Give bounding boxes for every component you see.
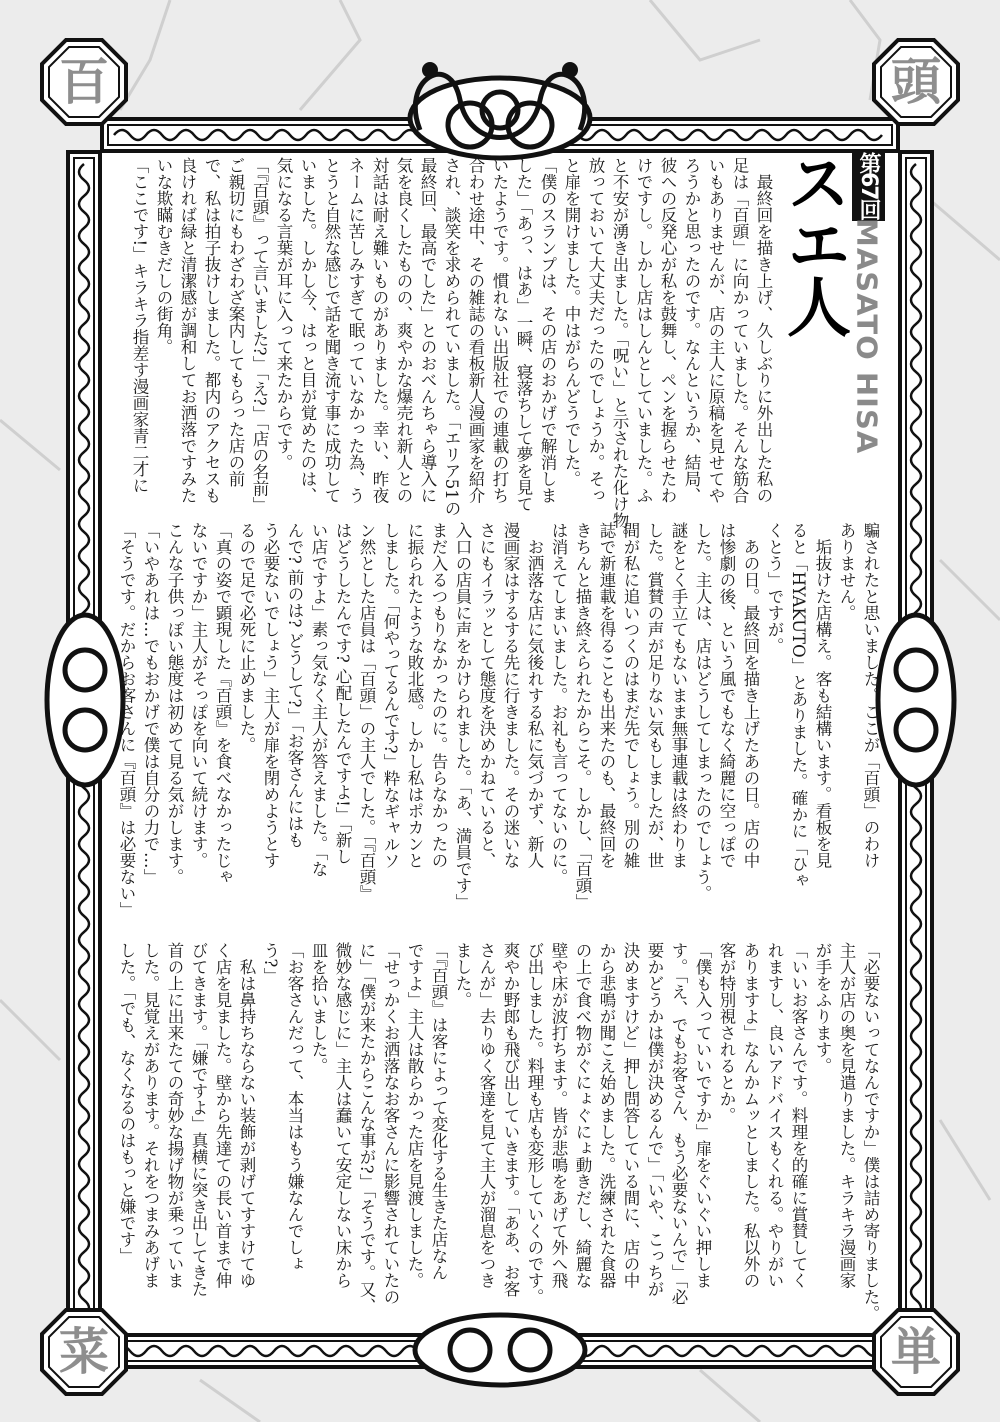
text-column: 誌で新連載を得ることも出来たのも、最終回を [597,522,616,869]
text-column: 放っておいて大丈夫だったのでしょうか。そっ [586,157,605,504]
text-column: と不安が湧き出ました。「呪い」と示された化け物。 [610,157,629,545]
text-column: ろうかと思ったのです。なんというか、結局、 [682,157,701,504]
text-column: した。主人は、店はどうしてしまったのでしょう。 [693,522,712,902]
text-block-middle [114,522,882,918]
text-column: ないですか」主人がそっぽを向いて続けます。 [189,522,208,869]
text-column: 首の上に出来たての奇妙な揚げ物が乗っていま [165,942,184,1289]
corner-top-left [40,38,128,126]
text-column: から悲鳴が聞こえ始めました。洗練された食器 [597,942,616,1289]
text-column: く店を見ました。壁から先達ての長い首まで伸 [213,942,232,1289]
text-column: 皿を拾いました。 [309,942,328,1074]
text-column: ネームに苦しみすぎて眠っていなかった為、う [346,157,365,504]
text-column: 主人が店の奥を見遣りました。キラキラ漫画家 [837,942,856,1289]
text-column: 「必要ないってなんですか」僕は詰め寄りました。 [861,942,880,1322]
author-name: MASATO HISA [850,218,884,455]
text-column: びてきます。「嫌ですよ」真横に突き出してきた [189,942,208,1297]
text-column: 壁や床が波打ちます。皆が悲鳴をあげて外へ飛 [549,942,568,1289]
text-column: まだ入るつもりなかったのに。告らなかったの [429,522,448,869]
corner-bottom-right [872,1308,960,1396]
text-column: ると「HYAKUTO」とありました。確かに「ひゃ [789,522,808,889]
text-column: に振られたような敗北感。しかし私はポカンと [405,522,424,869]
corner-label: 単 [891,1323,941,1381]
text-column: の上で食べ物がぐにょぐにょ動きだし、綺麗な [573,942,592,1289]
text-column: 間が私に追いつくのはまだ先でしょう。別の雑 [621,522,640,869]
text-column: した。賞賛の声が足りない気もしましたが、世 [645,522,664,869]
text-column: 「お客さんだって、本当はもう嫌なんでしょ [285,942,304,1272]
text-column: はどうしたんです? 心配したんですよ!」「新し [333,522,352,865]
column-title: スエ人 [776,150,850,336]
text-column: 「僕のスランプは、その店のおかげで解消しま [538,157,557,504]
text-column: いたようです。慣れない出版社での連載の打ち [490,157,509,504]
text-column: 足は「百頭」に向かっていました。そんな筋合 [730,157,749,504]
text-column: 対話は耐え難いものがありました。幸い、昨夜 [370,157,389,504]
text-block-bottom [114,942,882,1322]
text-column: いもありませんが、店の主人に原稿を見せてや [706,157,725,504]
text-column: けですし。しかし店はしんとしていました。ふ [634,157,653,504]
corner-top-right [872,38,960,126]
corner-label: 百 [59,53,109,111]
text-column: 「『百頭』は客によって変化する生きた店なん [429,942,448,1281]
text-column: 気になる言葉が耳に入って来たからです。 [274,157,293,471]
text-column: 入口の店員に声をかけられました。「あ、満員です」 [453,522,472,910]
text-column: う必要ないでしょう」主人が扉を閉めようとす [261,522,280,869]
text-column: ン然とした店員は「百頭」の主人でした。「『百頭』 [357,522,376,902]
text-column: さにもイラッとして態度を決めかねていると、 [477,522,496,869]
text-column: で、私は拍子抜けしました。都内のアクセスも [202,157,221,504]
text-column: いな欺瞞むきだしの街角。 [154,157,173,355]
text-column: 「『百頭』って言いました?」「え?」「店の名前」 [250,157,269,513]
text-column: 彼への反発心が私を鼓舞し、ペンを握らせたわ [658,157,677,504]
text-column: 最終回、最高でした」とのおべんちゃら導入に [418,157,437,504]
text-column: るので足で必死に止めました。 [237,522,256,753]
text-column: ました。 [453,942,472,1008]
text-column: さんが」去りゆく客達を見て主人が溜息をつき [477,942,496,1289]
text-column: 「いいお客さんです。料理を的確に賞賛してく [789,942,808,1289]
text-column: した」「あっ、はあ」一瞬、寝落ちして夢を見て [514,157,533,512]
text-column: す。「え、でもお客さん、もう必要ないんで」「必 [669,942,688,1305]
text-column: 「ここです!」キラキラ指差す漫画家青二才に [130,157,149,494]
text-column: こんな子供っぽい態度は初めて見る気がします。 [165,522,184,885]
text-column: と扉を開けました。中はがらんどうでした。 [562,157,581,487]
text-column: れますし、良いアドバイスもくれる。やりがい [765,942,784,1289]
text-column: した。「でも、なくなるのはもっと嫌です」 [117,942,136,1264]
text-column: 「真の姿で顕現した『百頭』を食べなかったじゃ [213,522,232,885]
text-column: は消えてしまいました。お礼も言ってないのに。 [549,522,568,885]
text-column: ありますよ」なんかムッとしました。私以外の [741,942,760,1289]
corner-label: 頭 [891,53,941,111]
text-column: 漫画家はするする先に行きました。その迷いな [501,522,520,869]
text-column: び出しました。料理も店も変形していくのです。 [525,942,544,1305]
text-column: 合わせ途中、その雑誌の看板新人漫画家を紹介 [466,157,485,504]
text-column: した。見覚えがあります。それをつまみあげま [141,942,160,1289]
text-column: とうと自然な感じで話を聞き流す事に成功して [322,157,341,504]
text-column: が手をふります。 [813,942,832,1074]
text-column: 要かどうかは僕が決めるんで」「いや、こっちが [645,942,664,1297]
text-column: ご親切にもわざわざ案内してもらった店の前 [226,157,245,487]
text-column: お洒落な店に気後れする私に気づかず、新人 [525,522,544,869]
text-column: 微妙な感じに」主人は蠢いて安定しない床から [333,942,352,1289]
text-block-top [127,157,775,545]
text-column: ありません。 [837,522,856,621]
text-column: 「せっかくお洒落なお客さんに影響されていたの [381,942,400,1305]
text-column: 垢抜けた店構え。客も結構います。看板を見 [813,522,832,869]
text-column: 謎をとく手立てもないまま無事連載は終わりま [669,522,688,869]
text-column: 決めますけど」押し問答している間に、店の中 [621,942,640,1289]
episode-number: 第67回 [852,150,885,221]
text-column: あの日。最終回を描き上げたあの日。店の中 [741,522,760,869]
text-column: 客が特別視されるとか。 [717,942,736,1124]
text-column: 騙されたと思いました。ここが「百頭」のわけ [861,522,880,869]
text-column: い店ですよ」素っ気なく主人が答えました。「な [309,522,328,877]
text-column: う?」 [261,942,280,984]
text-column: 気を良くしたものの、爽やかな爆売れ新人との [394,157,413,504]
text-column: きちんと描き終えられたからこそ。しかし、「百頭」 [573,522,592,910]
text-column: 「いやあれは…でもおかげで僕は自分の力で…」 [141,522,160,885]
text-column: され、談笑を求められていました。「エリア51の [442,157,461,517]
corner-label: 菜 [59,1323,109,1381]
text-column: 「僕も入っていいですか」扉をぐいぐい押しま [693,942,712,1289]
text-column: しました。「何やってるんです?」粋なギャルソ [381,522,400,870]
text-column: ですよ」主人は散らかった店を見渡しました。 [405,942,424,1289]
text-column: くとう」ですが。 [765,522,784,654]
text-column: 私は鼻持ちならない装飾が剥げてすすけてゆ [237,942,256,1289]
text-column: は惨劇の後、という風でもなく綺麗に空っぽで [717,522,736,869]
text-column: 「そうです。だからお客さんに『百頭』は必要ない」 [117,522,136,918]
text-column: 最終回を描き上げ、久しぶりに外出した私の [754,157,773,504]
text-column: 良ければ緑と清潔感が調和してお洒落ですみた [178,157,197,504]
text-column: んで? 前のは? どうして?」「お客さんにはも [285,522,304,848]
text-column: 爽やか野郎も飛び出していきます。「ああ、お客 [501,942,520,1297]
text-column: に」「僕が来たからこんな事が?」「そうです。又、 [357,942,376,1314]
text-column: いました。しかし今、はっと目が覚めたのは、 [298,157,317,504]
